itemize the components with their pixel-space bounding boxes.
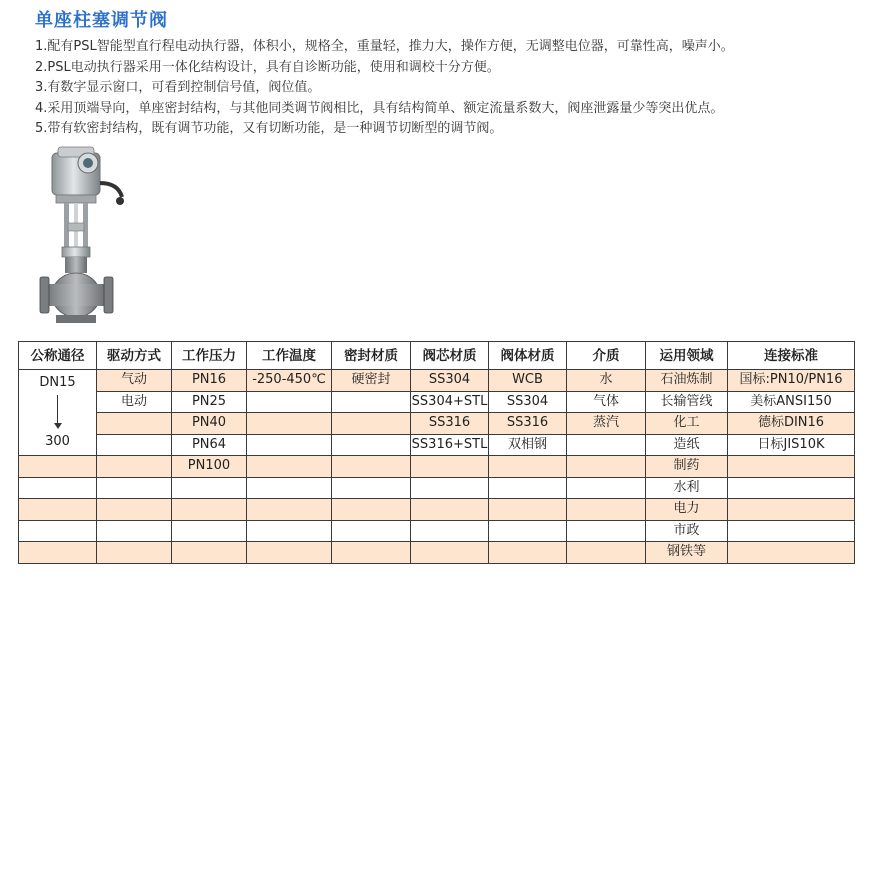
- table-cell: 电动: [97, 391, 172, 413]
- table-cell: SS316: [489, 413, 567, 435]
- feature-item: 4.采用顶端导向，单座密封结构，与其他同类调节阀相比，具有结构简单、额定流量系数大，阀座泄露量少等突出优点。: [35, 100, 724, 116]
- table-cell: 制药: [646, 456, 728, 478]
- table-cell: [19, 456, 97, 478]
- column-header: 驱动方式: [97, 342, 172, 370]
- table-cell: [489, 520, 567, 542]
- table-row: [19, 370, 855, 392]
- table-cell: 钢铁等: [646, 542, 728, 564]
- table-cell: [247, 456, 332, 478]
- column-header: 阀芯材质: [411, 342, 489, 370]
- column-header: 公称通径: [19, 342, 97, 370]
- table-cell: [247, 413, 332, 435]
- dn-from: DN15: [39, 375, 76, 390]
- table-cell: [19, 520, 97, 542]
- table-cell: 国标:PN10/PN16: [728, 370, 855, 392]
- dn-to: 300: [45, 434, 70, 449]
- table-cell: [728, 499, 855, 521]
- feature-item: 5.带有软密封结构，既有调节功能，又有切断功能，是一种调节切断型的调节阀。: [35, 121, 503, 136]
- table-row: [19, 499, 855, 521]
- table-cell: [97, 477, 172, 499]
- table-cell: 美标ANSI150: [728, 391, 855, 413]
- table-cell: 市政: [646, 520, 728, 542]
- table-cell: 电力: [646, 499, 728, 521]
- table-cell: PN100: [172, 456, 247, 478]
- table-cell: [728, 477, 855, 499]
- feature-list: [35, 37, 734, 140]
- table-cell: [332, 520, 411, 542]
- table-cell: [567, 542, 646, 564]
- table-cell: SS304: [489, 391, 567, 413]
- table-row: [19, 520, 855, 542]
- table-cell: PN25: [172, 391, 247, 413]
- arrow-down-icon: [52, 395, 64, 429]
- table-cell: 石油炼制: [646, 370, 728, 392]
- table-cell: [97, 413, 172, 435]
- table-cell: [332, 542, 411, 564]
- table-cell: [247, 520, 332, 542]
- feature-item: 2.PSL电动执行器采用一体化结构设计，具有自诊断功能，使用和调校十分方便。: [35, 59, 500, 75]
- table-cell: [97, 499, 172, 521]
- table-cell: 双相钢: [489, 434, 567, 456]
- column-header: 运用领域: [646, 342, 728, 370]
- table-cell: [728, 542, 855, 564]
- table-row: [19, 434, 855, 456]
- table-cell: [728, 456, 855, 478]
- table-cell: [19, 499, 97, 521]
- table-cell: 德标DIN16: [728, 413, 855, 435]
- column-header: 连接标准: [728, 342, 855, 370]
- table-cell: [172, 477, 247, 499]
- table-cell: SS304: [411, 370, 489, 392]
- table-cell: [247, 477, 332, 499]
- table-cell: [332, 477, 411, 499]
- table-cell: [567, 520, 646, 542]
- table-cell: [247, 391, 332, 413]
- table-cell: [567, 499, 646, 521]
- table-cell: [411, 456, 489, 478]
- table-cell: 日标JIS10K: [728, 434, 855, 456]
- table-row: [19, 456, 855, 478]
- table-cell: SS316: [411, 413, 489, 435]
- table-cell: [489, 542, 567, 564]
- page-title: 单座柱塞调节阀: [35, 10, 168, 31]
- table-cell: PN40: [172, 413, 247, 435]
- column-header: 阀体材质: [489, 342, 567, 370]
- column-header: 工作温度: [247, 342, 332, 370]
- table-row: [19, 477, 855, 499]
- table-row: [19, 391, 855, 413]
- table-cell: [172, 542, 247, 564]
- table-cell: 气体: [567, 391, 646, 413]
- spec-table: [18, 341, 855, 564]
- table-cell: [19, 542, 97, 564]
- table-cell: [567, 477, 646, 499]
- table-cell: [247, 542, 332, 564]
- table-cell: [567, 434, 646, 456]
- table-cell: [332, 391, 411, 413]
- table-cell: [247, 499, 332, 521]
- dn-range-cell: [19, 370, 97, 456]
- table-cell: [489, 456, 567, 478]
- table-cell: 蒸汽: [567, 413, 646, 435]
- table-cell: [332, 434, 411, 456]
- table-cell: [247, 434, 332, 456]
- table-cell: [97, 542, 172, 564]
- table-cell: SS304+STL: [411, 391, 489, 413]
- feature-item: 3.有数字显示窗口，可看到控制信号值，阀位值。: [35, 80, 321, 95]
- table-cell: 长输管线: [646, 391, 728, 413]
- table-cell: [411, 477, 489, 499]
- table-cell: 水: [567, 370, 646, 392]
- table-cell: [172, 520, 247, 542]
- feature-item: 1.配有PSL智能型直行程电动执行器，体积小，规格全，重量轻，推力大，操作方便，无调整电位器，可靠性高，噪声小。: [35, 39, 734, 54]
- electric-control-valve-icon: [38, 143, 130, 328]
- column-header: 介质: [567, 342, 646, 370]
- table-row: [19, 542, 855, 564]
- table-cell: 水利: [646, 477, 728, 499]
- table-cell: [411, 499, 489, 521]
- table-cell: [489, 477, 567, 499]
- table-cell: -250-450℃: [247, 370, 332, 392]
- table-cell: [567, 456, 646, 478]
- table-cell: SS316+STL: [411, 434, 489, 456]
- table-cell: [728, 520, 855, 542]
- table-cell: [411, 542, 489, 564]
- table-row: [19, 413, 855, 435]
- table-cell: 硬密封: [332, 370, 411, 392]
- column-header: 工作压力: [172, 342, 247, 370]
- table-cell: [97, 520, 172, 542]
- table-header-row: [19, 342, 855, 370]
- table-cell: [489, 499, 567, 521]
- table-cell: 气动: [97, 370, 172, 392]
- table-cell: [97, 456, 172, 478]
- column-header: 密封材质: [332, 342, 411, 370]
- table-cell: WCB: [489, 370, 567, 392]
- table-cell: [332, 499, 411, 521]
- table-cell: [172, 499, 247, 521]
- table-cell: 化工: [646, 413, 728, 435]
- table-cell: 造纸: [646, 434, 728, 456]
- table-cell: PN64: [172, 434, 247, 456]
- table-cell: [97, 434, 172, 456]
- table-cell: [332, 456, 411, 478]
- table-cell: [411, 520, 489, 542]
- table-cell: PN16: [172, 370, 247, 392]
- table-cell: [19, 477, 97, 499]
- table-cell: [332, 413, 411, 435]
